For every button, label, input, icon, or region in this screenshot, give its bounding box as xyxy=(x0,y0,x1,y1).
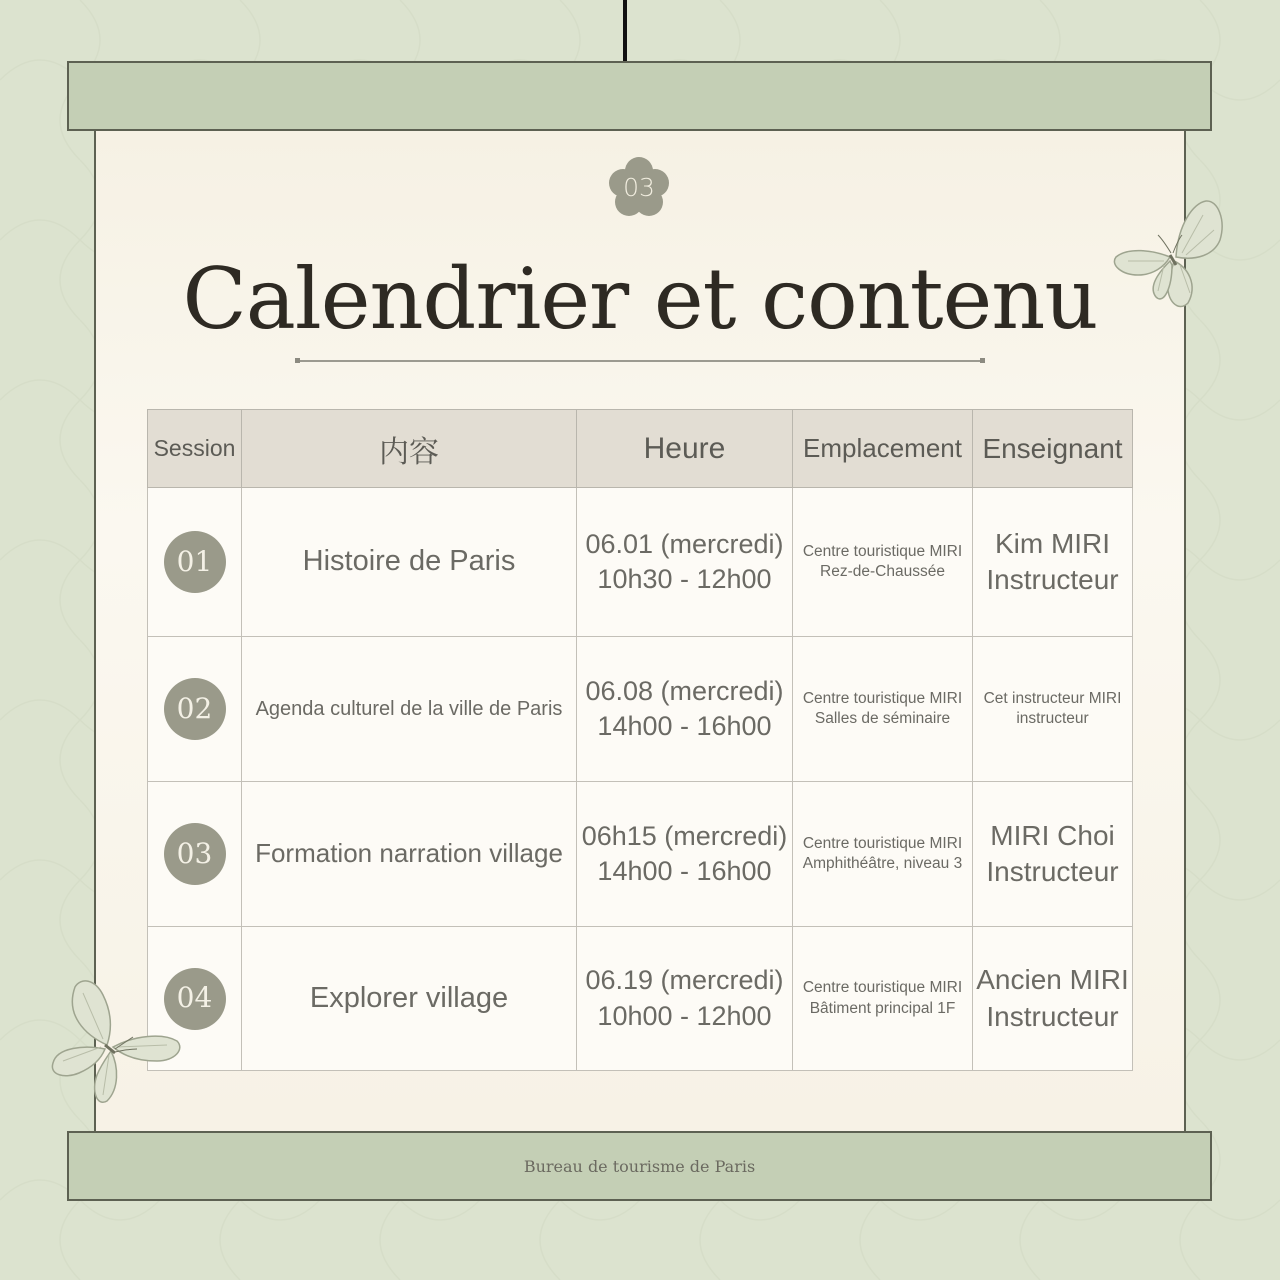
time-cell xyxy=(577,637,793,782)
location-line: Rez-de-Chaussée xyxy=(820,563,945,580)
teacher-cell xyxy=(973,782,1133,927)
teacher-role: Instructeur xyxy=(986,564,1119,595)
teacher-name: Ancien MIRI xyxy=(976,964,1129,996)
footer-text: Bureau de tourisme de Paris xyxy=(523,1156,756,1176)
teacher-cell xyxy=(973,488,1133,637)
location-cell xyxy=(793,637,973,782)
table-row xyxy=(148,927,1133,1071)
page-title: Calendrier et contenu xyxy=(182,250,1098,348)
header-content: 内容 xyxy=(242,410,577,488)
header-location: Emplacement xyxy=(793,410,973,488)
session-number: 03 xyxy=(164,823,226,885)
hanging-string xyxy=(623,0,627,62)
session-time: 14h00 - 16h00 xyxy=(597,856,772,886)
session-date: 06h15 (mercredi) xyxy=(581,820,788,851)
scroll-rod-top xyxy=(67,61,1212,131)
butterfly-icon xyxy=(45,975,185,1110)
session-date: 06.19 (mercredi) xyxy=(585,965,784,996)
location-line: Bâtiment principal 1F xyxy=(809,999,956,1017)
session-cell xyxy=(148,637,242,782)
time-cell xyxy=(577,927,793,1071)
time-cell xyxy=(577,488,793,637)
location-line: Salles de séminaire xyxy=(814,710,951,727)
session-time: 14h00 - 16h00 xyxy=(597,711,772,741)
session-date: 06.08 (mercredi) xyxy=(585,675,784,706)
session-number: 04 xyxy=(164,968,226,1030)
teacher-cell xyxy=(973,637,1133,782)
table-header-row xyxy=(148,410,1133,488)
scroll-rod-bottom xyxy=(67,1131,1212,1201)
butterfly-icon xyxy=(1108,195,1233,320)
teacher-role: instructeur xyxy=(1016,710,1089,727)
table-row xyxy=(148,488,1133,637)
location-line: Centre touristique MIRI xyxy=(802,689,963,707)
teacher-name: Cet instructeur MIRI xyxy=(983,689,1122,707)
location-line: Centre touristique MIRI xyxy=(802,834,963,852)
title-divider xyxy=(298,360,984,362)
location-line: Centre touristique MIRI xyxy=(802,979,963,997)
location-cell xyxy=(793,927,973,1071)
content-cell: Histoire de Paris xyxy=(242,488,577,637)
schedule-table xyxy=(147,409,1133,1071)
session-time: 10h00 - 12h00 xyxy=(597,1000,772,1031)
divider-dot xyxy=(295,358,300,363)
badge-number: 03 xyxy=(623,173,655,202)
header-teacher: Enseignant xyxy=(973,410,1133,488)
teacher-role: Instructeur xyxy=(986,1000,1119,1032)
location-line: Amphithéâtre, niveau 3 xyxy=(802,855,963,872)
table-row xyxy=(148,637,1133,782)
time-cell xyxy=(577,782,793,927)
session-time: 10h30 - 12h00 xyxy=(597,564,772,594)
content-cell: Formation narration village xyxy=(242,782,577,927)
location-cell xyxy=(793,488,973,637)
teacher-role: Instructeur xyxy=(986,856,1119,887)
teacher-name: Kim MIRI xyxy=(994,527,1111,559)
session-cell xyxy=(148,782,242,927)
header-time: Heure xyxy=(577,410,793,488)
session-date: 06.01 (mercredi) xyxy=(585,528,784,559)
header-session: Session xyxy=(148,410,242,488)
content-cell: Agenda culturel de la ville de Paris xyxy=(242,637,577,782)
table-row xyxy=(148,782,1133,927)
session-number: 01 xyxy=(164,531,226,593)
divider-dot xyxy=(980,358,985,363)
session-number: 02 xyxy=(164,678,226,740)
teacher-name: MIRI Choi xyxy=(990,819,1115,851)
content-cell: Explorer village xyxy=(242,927,577,1071)
location-line: Centre touristique MIRI xyxy=(802,542,963,560)
location-cell xyxy=(793,782,973,927)
session-cell xyxy=(148,488,242,637)
teacher-cell xyxy=(973,927,1133,1071)
